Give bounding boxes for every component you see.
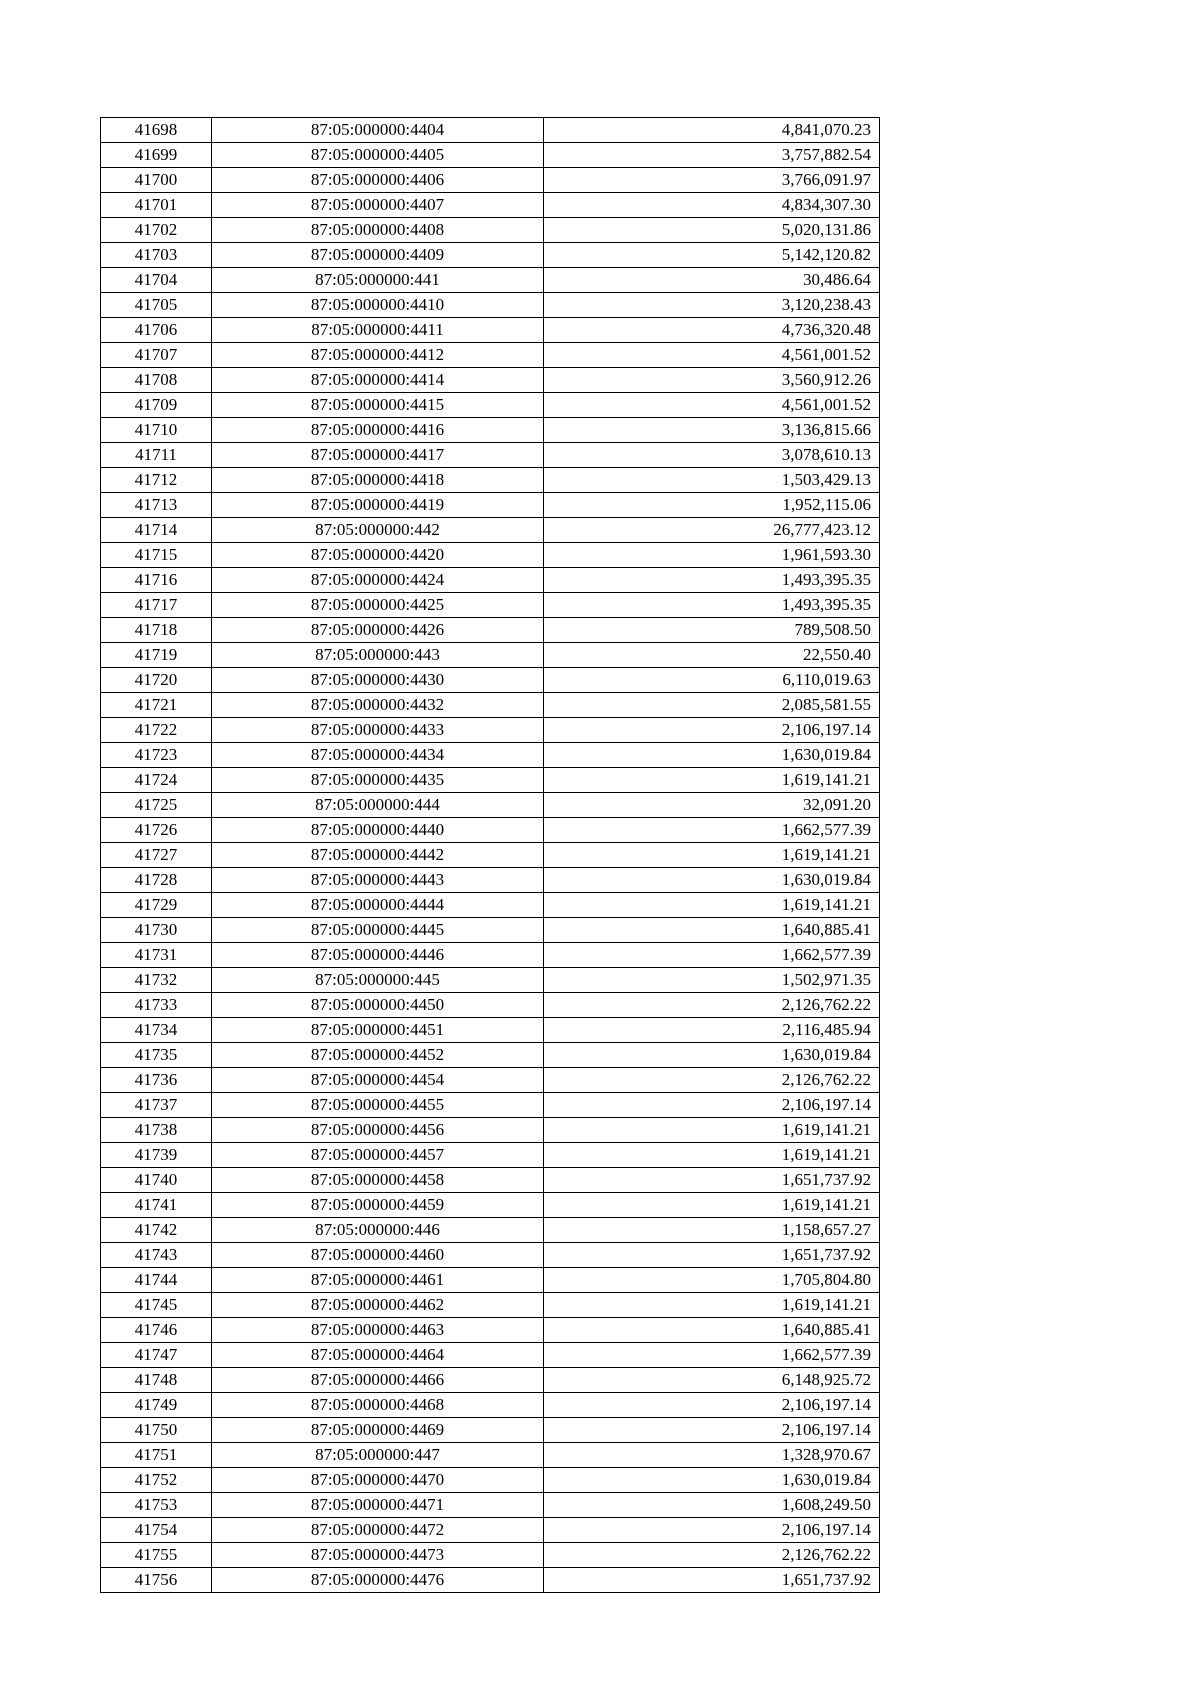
table-row	[101, 1343, 880, 1368]
cadastral-value-cell: 4,841,070.23	[544, 118, 880, 143]
cadastral-value-cell: 1,328,970.67	[544, 1443, 880, 1468]
cadastral-number-cell: 87:05:000000:441	[212, 268, 544, 293]
cadastral-number-cell: 87:05:000000:4452	[212, 1043, 544, 1068]
cadastral-value-cell: 1,619,141.21	[544, 1193, 880, 1218]
table-row	[101, 418, 880, 443]
cadastral-number-cell: 87:05:000000:4472	[212, 1518, 544, 1543]
cadastral-number-cell: 87:05:000000:4442	[212, 843, 544, 868]
row-number-cell: 41742	[101, 1218, 212, 1243]
table-row	[101, 1418, 880, 1443]
table-row	[101, 318, 880, 343]
table-row	[101, 643, 880, 668]
cadastral-value-cell: 2,116,485.94	[544, 1018, 880, 1043]
row-number-cell: 41715	[101, 543, 212, 568]
cadastral-number-cell: 87:05:000000:4404	[212, 118, 544, 143]
table-row	[101, 168, 880, 193]
cadastral-value-cell: 2,106,197.14	[544, 1393, 880, 1418]
row-number-cell: 41699	[101, 143, 212, 168]
cadastral-number-cell: 87:05:000000:4462	[212, 1293, 544, 1318]
table-row	[101, 393, 880, 418]
table-row	[101, 1193, 880, 1218]
cadastral-number-cell: 87:05:000000:4412	[212, 343, 544, 368]
cadastral-number-cell: 87:05:000000:4456	[212, 1118, 544, 1143]
row-number-cell: 41728	[101, 868, 212, 893]
cadastral-number-cell: 87:05:000000:4476	[212, 1568, 544, 1593]
cadastral-value-cell: 3,560,912.26	[544, 368, 880, 393]
cadastral-number-cell: 87:05:000000:4406	[212, 168, 544, 193]
cadastral-value-cell: 22,550.40	[544, 643, 880, 668]
row-number-cell: 41716	[101, 568, 212, 593]
cadastral-value-cell: 1,640,885.41	[544, 918, 880, 943]
row-number-cell: 41713	[101, 493, 212, 518]
row-number-cell: 41753	[101, 1493, 212, 1518]
cadastral-number-cell: 87:05:000000:4451	[212, 1018, 544, 1043]
row-number-cell: 41734	[101, 1018, 212, 1043]
cadastral-value-cell: 6,148,925.72	[544, 1368, 880, 1393]
cadastral-value-cell: 1,640,885.41	[544, 1318, 880, 1343]
cadastral-number-cell: 87:05:000000:444	[212, 793, 544, 818]
cadastral-value-cell: 1,662,577.39	[544, 1343, 880, 1368]
cadastral-number-cell: 87:05:000000:4464	[212, 1343, 544, 1368]
cadastral-value-cell: 3,120,238.43	[544, 293, 880, 318]
table-row	[101, 593, 880, 618]
row-number-cell: 41698	[101, 118, 212, 143]
cadastral-value-cell: 1,608,249.50	[544, 1493, 880, 1518]
table-row	[101, 1468, 880, 1493]
cadastral-value-cell: 2,106,197.14	[544, 718, 880, 743]
table-row	[101, 1518, 880, 1543]
cadastral-number-cell: 87:05:000000:4461	[212, 1268, 544, 1293]
cadastral-value-cell: 1,651,737.92	[544, 1243, 880, 1268]
row-number-cell: 41740	[101, 1168, 212, 1193]
row-number-cell: 41726	[101, 818, 212, 843]
cadastral-value-cell: 4,736,320.48	[544, 318, 880, 343]
cadastral-number-cell: 87:05:000000:4410	[212, 293, 544, 318]
cadastral-number-cell: 87:05:000000:442	[212, 518, 544, 543]
row-number-cell: 41720	[101, 668, 212, 693]
cadastral-value-table	[100, 117, 880, 1593]
cadastral-value-cell: 1,502,971.35	[544, 968, 880, 993]
table-row	[101, 1043, 880, 1068]
row-number-cell: 41738	[101, 1118, 212, 1143]
table-row	[101, 893, 880, 918]
table-row	[101, 1543, 880, 1568]
cadastral-number-cell: 87:05:000000:4425	[212, 593, 544, 618]
table-row	[101, 843, 880, 868]
cadastral-number-cell: 87:05:000000:4457	[212, 1143, 544, 1168]
table-row	[101, 468, 880, 493]
table-row	[101, 818, 880, 843]
row-number-cell: 41722	[101, 718, 212, 743]
row-number-cell: 41747	[101, 1343, 212, 1368]
table-row	[101, 1093, 880, 1118]
row-number-cell: 41727	[101, 843, 212, 868]
cadastral-value-cell: 1,493,395.35	[544, 568, 880, 593]
cadastral-number-cell: 87:05:000000:4440	[212, 818, 544, 843]
cadastral-number-cell: 87:05:000000:4463	[212, 1318, 544, 1343]
table-row	[101, 918, 880, 943]
cadastral-number-cell: 87:05:000000:4445	[212, 918, 544, 943]
cadastral-value-cell: 1,619,141.21	[544, 1143, 880, 1168]
row-number-cell: 41752	[101, 1468, 212, 1493]
table-row	[101, 518, 880, 543]
table-row	[101, 1568, 880, 1593]
row-number-cell: 41749	[101, 1393, 212, 1418]
cadastral-number-cell: 87:05:000000:4420	[212, 543, 544, 568]
cadastral-number-cell: 87:05:000000:4408	[212, 218, 544, 243]
table-row	[101, 693, 880, 718]
table-row	[101, 1068, 880, 1093]
table-row	[101, 1293, 880, 1318]
cadastral-value-cell: 4,834,307.30	[544, 193, 880, 218]
table-row	[101, 368, 880, 393]
cadastral-number-cell: 87:05:000000:4414	[212, 368, 544, 393]
cadastral-value-cell: 5,142,120.82	[544, 243, 880, 268]
row-number-cell: 41717	[101, 593, 212, 618]
row-number-cell: 41736	[101, 1068, 212, 1093]
row-number-cell: 41741	[101, 1193, 212, 1218]
row-number-cell: 41719	[101, 643, 212, 668]
cadastral-number-cell: 87:05:000000:4416	[212, 418, 544, 443]
cadastral-value-cell: 1,619,141.21	[544, 893, 880, 918]
cadastral-number-cell: 87:05:000000:4450	[212, 993, 544, 1018]
cadastral-number-cell: 87:05:000000:4458	[212, 1168, 544, 1193]
row-number-cell: 41748	[101, 1368, 212, 1393]
cadastral-value-cell: 2,126,762.22	[544, 1068, 880, 1093]
cadastral-value-cell: 1,630,019.84	[544, 868, 880, 893]
table-row	[101, 718, 880, 743]
row-number-cell: 41733	[101, 993, 212, 1018]
table-row	[101, 768, 880, 793]
cadastral-value-cell: 32,091.20	[544, 793, 880, 818]
row-number-cell: 41706	[101, 318, 212, 343]
row-number-cell: 41730	[101, 918, 212, 943]
row-number-cell: 41754	[101, 1518, 212, 1543]
cadastral-number-cell: 87:05:000000:4418	[212, 468, 544, 493]
table-row	[101, 543, 880, 568]
cadastral-number-cell: 87:05:000000:443	[212, 643, 544, 668]
cadastral-number-cell: 87:05:000000:4444	[212, 893, 544, 918]
cadastral-number-cell: 87:05:000000:4469	[212, 1418, 544, 1443]
cadastral-value-cell: 2,126,762.22	[544, 993, 880, 1018]
cadastral-value-cell: 5,020,131.86	[544, 218, 880, 243]
cadastral-number-cell: 87:05:000000:4415	[212, 393, 544, 418]
cadastral-number-cell: 87:05:000000:4405	[212, 143, 544, 168]
row-number-cell: 41729	[101, 893, 212, 918]
table-row	[101, 968, 880, 993]
cadastral-value-cell: 1,662,577.39	[544, 943, 880, 968]
cadastral-number-cell: 87:05:000000:446	[212, 1218, 544, 1243]
cadastral-value-cell: 1,630,019.84	[544, 1043, 880, 1068]
table-row	[101, 343, 880, 368]
cadastral-number-cell: 87:05:000000:4455	[212, 1093, 544, 1118]
table-row	[101, 568, 880, 593]
cadastral-value-cell: 1,493,395.35	[544, 593, 880, 618]
table-row	[101, 1368, 880, 1393]
cadastral-number-cell: 87:05:000000:445	[212, 968, 544, 993]
row-number-cell: 41744	[101, 1268, 212, 1293]
row-number-cell: 41750	[101, 1418, 212, 1443]
cadastral-value-cell: 3,136,815.66	[544, 418, 880, 443]
row-number-cell: 41731	[101, 943, 212, 968]
row-number-cell: 41711	[101, 443, 212, 468]
row-number-cell: 41735	[101, 1043, 212, 1068]
cadastral-number-cell: 87:05:000000:4435	[212, 768, 544, 793]
cadastral-value-cell: 1,630,019.84	[544, 1468, 880, 1493]
table-row	[101, 1018, 880, 1043]
cadastral-value-cell: 1,952,115.06	[544, 493, 880, 518]
table-row	[101, 993, 880, 1018]
cadastral-number-cell: 87:05:000000:4460	[212, 1243, 544, 1268]
cadastral-number-cell: 87:05:000000:4468	[212, 1393, 544, 1418]
row-number-cell: 41700	[101, 168, 212, 193]
table-row	[101, 443, 880, 468]
table-row	[101, 1218, 880, 1243]
row-number-cell: 41756	[101, 1568, 212, 1593]
table-row	[101, 243, 880, 268]
table-row	[101, 943, 880, 968]
table-row	[101, 268, 880, 293]
table-row	[101, 193, 880, 218]
cadastral-value-cell: 4,561,001.52	[544, 393, 880, 418]
table-row	[101, 618, 880, 643]
row-number-cell: 41709	[101, 393, 212, 418]
table-row	[101, 218, 880, 243]
cadastral-number-cell: 87:05:000000:4411	[212, 318, 544, 343]
cadastral-number-cell: 87:05:000000:4432	[212, 693, 544, 718]
table-row	[101, 1143, 880, 1168]
cadastral-value-cell: 1,619,141.21	[544, 1118, 880, 1143]
row-number-cell: 41745	[101, 1293, 212, 1318]
cadastral-number-cell: 87:05:000000:4470	[212, 1468, 544, 1493]
row-number-cell: 41751	[101, 1443, 212, 1468]
cadastral-value-cell: 1,961,593.30	[544, 543, 880, 568]
table-row	[101, 293, 880, 318]
cadastral-value-cell: 1,619,141.21	[544, 768, 880, 793]
cadastral-number-cell: 87:05:000000:447	[212, 1443, 544, 1468]
row-number-cell: 41737	[101, 1093, 212, 1118]
table-body	[101, 118, 880, 1593]
row-number-cell: 41724	[101, 768, 212, 793]
cadastral-value-cell: 1,662,577.39	[544, 818, 880, 843]
cadastral-value-cell: 1,651,737.92	[544, 1168, 880, 1193]
cadastral-number-cell: 87:05:000000:4407	[212, 193, 544, 218]
cadastral-value-cell: 1,630,019.84	[544, 743, 880, 768]
cadastral-number-cell: 87:05:000000:4433	[212, 718, 544, 743]
cadastral-number-cell: 87:05:000000:4417	[212, 443, 544, 468]
cadastral-number-cell: 87:05:000000:4426	[212, 618, 544, 643]
cadastral-number-cell: 87:05:000000:4466	[212, 1368, 544, 1393]
table-row	[101, 668, 880, 693]
cadastral-number-cell: 87:05:000000:4473	[212, 1543, 544, 1568]
cadastral-value-cell: 30,486.64	[544, 268, 880, 293]
row-number-cell: 41710	[101, 418, 212, 443]
cadastral-value-cell: 6,110,019.63	[544, 668, 880, 693]
cadastral-number-cell: 87:05:000000:4471	[212, 1493, 544, 1518]
row-number-cell: 41743	[101, 1243, 212, 1268]
table-row	[101, 1118, 880, 1143]
cadastral-number-cell: 87:05:000000:4434	[212, 743, 544, 768]
row-number-cell: 41705	[101, 293, 212, 318]
cadastral-number-cell: 87:05:000000:4419	[212, 493, 544, 518]
table-row	[101, 1318, 880, 1343]
row-number-cell: 41703	[101, 243, 212, 268]
cadastral-number-cell: 87:05:000000:4459	[212, 1193, 544, 1218]
cadastral-number-cell: 87:05:000000:4424	[212, 568, 544, 593]
table-row	[101, 1268, 880, 1293]
cadastral-value-cell: 1,619,141.21	[544, 1293, 880, 1318]
cadastral-number-cell: 87:05:000000:4446	[212, 943, 544, 968]
row-number-cell: 41701	[101, 193, 212, 218]
table-row	[101, 868, 880, 893]
table-row	[101, 1168, 880, 1193]
table-row	[101, 793, 880, 818]
cadastral-value-cell: 1,503,429.13	[544, 468, 880, 493]
cadastral-value-cell: 2,126,762.22	[544, 1543, 880, 1568]
row-number-cell: 41708	[101, 368, 212, 393]
row-number-cell: 41721	[101, 693, 212, 718]
cadastral-value-cell: 1,158,657.27	[544, 1218, 880, 1243]
row-number-cell: 41704	[101, 268, 212, 293]
table-row	[101, 1493, 880, 1518]
cadastral-number-cell: 87:05:000000:4430	[212, 668, 544, 693]
row-number-cell: 41732	[101, 968, 212, 993]
row-number-cell: 41707	[101, 343, 212, 368]
cadastral-value-cell: 26,777,423.12	[544, 518, 880, 543]
row-number-cell: 41723	[101, 743, 212, 768]
table-row	[101, 1443, 880, 1468]
cadastral-value-cell: 1,705,804.80	[544, 1268, 880, 1293]
row-number-cell: 41746	[101, 1318, 212, 1343]
cadastral-value-cell: 3,766,091.97	[544, 168, 880, 193]
table-row	[101, 143, 880, 168]
table-row	[101, 1243, 880, 1268]
cadastral-value-cell: 2,085,581.55	[544, 693, 880, 718]
table-row	[101, 1393, 880, 1418]
cadastral-value-cell: 2,106,197.14	[544, 1093, 880, 1118]
cadastral-value-cell: 2,106,197.14	[544, 1518, 880, 1543]
row-number-cell: 41718	[101, 618, 212, 643]
row-number-cell: 41725	[101, 793, 212, 818]
row-number-cell: 41702	[101, 218, 212, 243]
row-number-cell: 41712	[101, 468, 212, 493]
cadastral-value-cell: 1,651,737.92	[544, 1568, 880, 1593]
cadastral-value-cell: 4,561,001.52	[544, 343, 880, 368]
cadastral-number-cell: 87:05:000000:4409	[212, 243, 544, 268]
table-row	[101, 493, 880, 518]
cadastral-value-cell: 1,619,141.21	[544, 843, 880, 868]
cadastral-value-cell: 789,508.50	[544, 618, 880, 643]
cadastral-value-cell: 3,757,882.54	[544, 143, 880, 168]
row-number-cell: 41739	[101, 1143, 212, 1168]
cadastral-number-cell: 87:05:000000:4454	[212, 1068, 544, 1093]
row-number-cell: 41714	[101, 518, 212, 543]
cadastral-number-cell: 87:05:000000:4443	[212, 868, 544, 893]
cadastral-value-cell: 2,106,197.14	[544, 1418, 880, 1443]
row-number-cell: 41755	[101, 1543, 212, 1568]
cadastral-value-cell: 3,078,610.13	[544, 443, 880, 468]
table-row	[101, 118, 880, 143]
table-row	[101, 743, 880, 768]
